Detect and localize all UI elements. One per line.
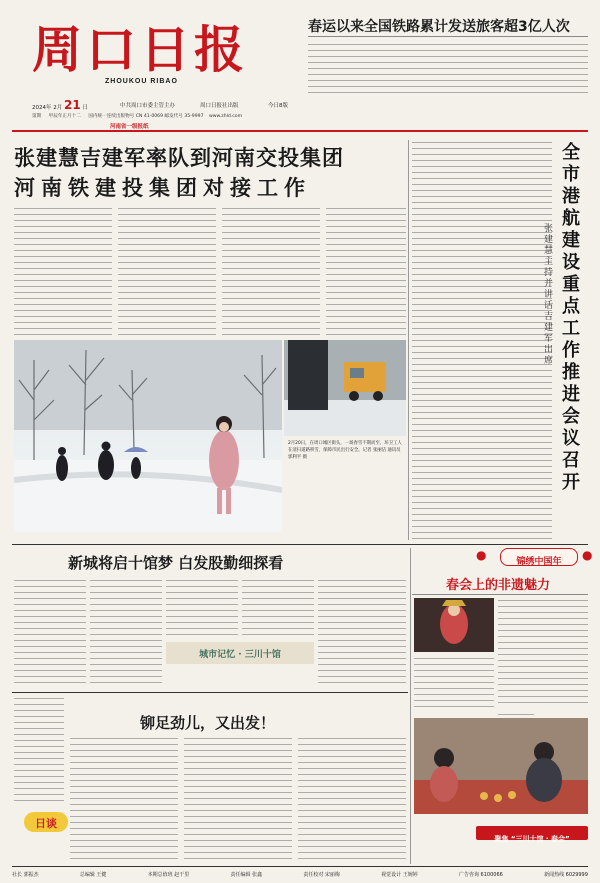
story2-headline[interactable]: 新城将启十馆梦 白发股勤细探看 xyxy=(68,554,284,572)
side-byline: 张建慧主持并讲话 吉建军出席 xyxy=(544,224,554,366)
footer-item: 本期总值班 赵干里 xyxy=(147,872,190,878)
lunar-date: 甲辰年正月十二 xyxy=(48,114,81,119)
story2-col1 xyxy=(14,578,86,686)
story3-col4 xyxy=(298,736,406,862)
culture-banner xyxy=(500,548,578,566)
story2-col4 xyxy=(242,578,314,638)
lead-headline-2[interactable]: 河南铁建投集团对接工作 xyxy=(14,176,311,200)
top-headline[interactable]: 春运以来全国铁路累计发送旅客超3亿人次 xyxy=(308,19,570,35)
top-article-text xyxy=(308,42,588,96)
issue-no: 第期 xyxy=(32,114,42,119)
culture-photo-1 xyxy=(414,598,494,652)
footer-item: 广告咨询 6100066 xyxy=(458,872,503,878)
story2-subtitle: 城市记忆 · 三川十馆 xyxy=(199,650,281,660)
story3-headline[interactable]: 铆足劲儿，又出发！ xyxy=(140,714,276,732)
snow-photo-main xyxy=(14,340,282,532)
footer-item: 新闻热线 6029999 xyxy=(544,872,588,878)
footer-item: 社长 郭振杰 xyxy=(12,872,39,878)
footer-item: 视觉设计 王婉婷 xyxy=(381,872,418,878)
story2-col3 xyxy=(166,578,238,638)
culture-bottom-banner xyxy=(476,826,588,843)
masthead-title: 周口日报 xyxy=(32,20,248,79)
culture-text-1 xyxy=(498,598,588,708)
dateline xyxy=(32,98,302,112)
dateline-row2 xyxy=(32,113,302,119)
dateline-info1: 中共周口市委主管主办 xyxy=(120,103,176,109)
culture-text-2 xyxy=(414,656,494,712)
lead-article-col1 xyxy=(14,206,112,338)
footer-item: 责任校对 宋丽梅 xyxy=(303,872,340,878)
truck-illustration xyxy=(284,340,406,436)
lead-article-col3 xyxy=(222,206,320,338)
footer-bar xyxy=(12,869,588,881)
photo-caption: 2月20日，在周口城区街头，一场春雪不期而至，环卫工人在清扫道路积雪，保障市民出行安全。记者 张丽洁 通讯员 郭利平 摄 xyxy=(288,441,402,460)
lantern-icon-2: ● xyxy=(582,548,593,562)
footer-item: 总编辑 王健 xyxy=(79,872,107,878)
date-month: 2月 xyxy=(53,105,63,111)
story3-col1 xyxy=(14,696,64,806)
side-article-col1 xyxy=(412,140,552,540)
lead-article-col2 xyxy=(118,206,216,338)
dateline-info2: 周口日报社出版 xyxy=(200,103,239,109)
culture-banner-label: 锦绣中国年 xyxy=(516,557,562,567)
cn-number: 国内统一连续出版物号 CN 41-0069 邮发代号 35-9997 xyxy=(88,114,204,119)
side-headline[interactable]: 全市港航建设重点工作推进会议召开 xyxy=(562,142,580,493)
lead-headline-1[interactable]: 张建慧吉建军率队到河南交投集团 xyxy=(14,146,344,170)
masthead-pinyin: ZHOUKOU RIBAO xyxy=(105,78,178,85)
story2-col2 xyxy=(90,578,162,686)
date-year: 2024年 xyxy=(32,105,52,111)
pages-note: 河南省一级报纸 xyxy=(110,124,149,130)
footer-item: 责任编辑 张鑫 xyxy=(230,872,263,878)
rtan-badge xyxy=(24,812,68,832)
website[interactable]: www.zhld.com xyxy=(208,114,243,119)
story3-col3 xyxy=(184,736,292,862)
market-crafts-illustration xyxy=(414,718,588,814)
date-day: 21 xyxy=(64,98,81,112)
story2-col5 xyxy=(318,578,406,686)
lead-article-col4 xyxy=(326,206,406,338)
story3-col2 xyxy=(70,736,178,862)
culture-bottom-label: 聚焦 “三川十馆 · 春会” xyxy=(494,835,570,843)
opera-performer-illustration xyxy=(414,598,494,652)
lantern-icon: ● xyxy=(476,548,487,562)
story2-subtitle-banner xyxy=(166,642,314,664)
snow-scene-illustration xyxy=(14,340,282,532)
culture-headline[interactable]: 春会上的非遗魅力 xyxy=(446,578,551,593)
culture-photo-2 xyxy=(414,718,588,814)
date-weekday: 日 xyxy=(82,105,88,111)
snow-photo-inset xyxy=(284,340,406,436)
rtan-label: 日谈 xyxy=(35,817,57,830)
dateline-info3: 今日8版 xyxy=(268,103,288,109)
